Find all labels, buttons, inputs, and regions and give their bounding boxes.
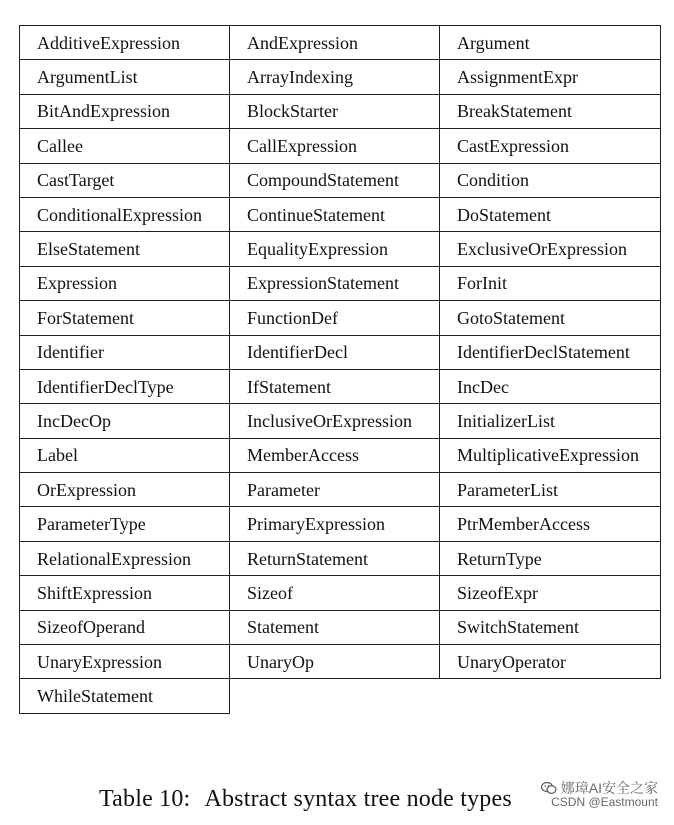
- watermark-line1: 娜璋AI安全之家: [560, 780, 658, 796]
- table-cell: Identifier: [20, 335, 230, 369]
- table-cell: InitializerList: [440, 404, 661, 438]
- table-cell: SizeofOperand: [20, 610, 230, 644]
- table-cell: BlockStarter: [230, 94, 440, 128]
- table-cell: ShiftExpression: [20, 576, 230, 610]
- table-row: [20, 507, 661, 541]
- table-cell: UnaryOperator: [440, 645, 661, 679]
- table-cell: ContinueStatement: [230, 197, 440, 231]
- table-cell: IdentifierDeclStatement: [440, 335, 661, 369]
- table-cell: ReturnStatement: [230, 541, 440, 575]
- table-cell: PtrMemberAccess: [440, 507, 661, 541]
- table-cell: MultiplicativeExpression: [440, 438, 661, 472]
- table-cell: ExclusiveOrExpression: [440, 232, 661, 266]
- table-cell: Argument: [440, 26, 661, 60]
- table-cell: GotoStatement: [440, 301, 661, 335]
- table-row: [20, 541, 661, 575]
- table-cell: CompoundStatement: [230, 163, 440, 197]
- table-cell: OrExpression: [20, 473, 230, 507]
- table-row: [20, 197, 661, 231]
- table-cell: IncDec: [440, 369, 661, 403]
- table-body: [20, 26, 661, 714]
- table-cell: ForInit: [440, 266, 661, 300]
- table-cell-empty: [440, 679, 661, 713]
- table-cell: AndExpression: [230, 26, 440, 60]
- wechat-icon: [541, 781, 557, 795]
- table-cell: Parameter: [230, 473, 440, 507]
- table-cell: ForStatement: [20, 301, 230, 335]
- table-cell: ElseStatement: [20, 232, 230, 266]
- table-row: [20, 473, 661, 507]
- table-cell: BitAndExpression: [20, 94, 230, 128]
- table-row: [20, 335, 661, 369]
- table-cell: IdentifierDeclType: [20, 369, 230, 403]
- table-cell: ConditionalExpression: [20, 197, 230, 231]
- table-row: [20, 301, 661, 335]
- caption-label: Table 10:: [99, 786, 191, 812]
- watermark-line2: CSDN @Eastmount: [551, 795, 658, 810]
- table-cell-empty: [230, 679, 440, 713]
- table-row: [20, 645, 661, 679]
- table-row: [20, 94, 661, 128]
- table-cell: SizeofExpr: [440, 576, 661, 610]
- table-cell: ExpressionStatement: [230, 266, 440, 300]
- table-cell: CastTarget: [20, 163, 230, 197]
- table-row: [20, 610, 661, 644]
- table-cell: IncDecOp: [20, 404, 230, 438]
- table-cell: MemberAccess: [230, 438, 440, 472]
- table-cell: SwitchStatement: [440, 610, 661, 644]
- table-caption: [99, 786, 512, 813]
- table-row: [20, 438, 661, 472]
- table-row: [20, 266, 661, 300]
- table-cell: Expression: [20, 266, 230, 300]
- table-row: [20, 26, 661, 60]
- table-cell: AdditiveExpression: [20, 26, 230, 60]
- table-cell: Condition: [440, 163, 661, 197]
- table-cell: UnaryOp: [230, 645, 440, 679]
- table-cell: Statement: [230, 610, 440, 644]
- table-cell: ArgumentList: [20, 60, 230, 94]
- table-row: [20, 369, 661, 403]
- table-cell: ParameterList: [440, 473, 661, 507]
- table-row: [20, 404, 661, 438]
- table-cell: UnaryExpression: [20, 645, 230, 679]
- watermark: [541, 780, 658, 810]
- table-cell: DoStatement: [440, 197, 661, 231]
- table-cell: Callee: [20, 129, 230, 163]
- table-row: [20, 679, 661, 713]
- node-types-table: [19, 25, 661, 714]
- table-cell: ParameterType: [20, 507, 230, 541]
- table-cell: EqualityExpression: [230, 232, 440, 266]
- table-cell: Label: [20, 438, 230, 472]
- table-cell: CastExpression: [440, 129, 661, 163]
- table-cell: InclusiveOrExpression: [230, 404, 440, 438]
- table-row: [20, 232, 661, 266]
- table-row: [20, 576, 661, 610]
- table-cell: FunctionDef: [230, 301, 440, 335]
- table-row: [20, 163, 661, 197]
- table-cell: IfStatement: [230, 369, 440, 403]
- table-cell: Sizeof: [230, 576, 440, 610]
- table-row: [20, 60, 661, 94]
- table-cell: AssignmentExpr: [440, 60, 661, 94]
- table-row: [20, 129, 661, 163]
- table-cell: IdentifierDecl: [230, 335, 440, 369]
- caption-text: Abstract syntax tree node types: [204, 786, 512, 812]
- table-cell: ReturnType: [440, 541, 661, 575]
- table-cell: CallExpression: [230, 129, 440, 163]
- table-cell: ArrayIndexing: [230, 60, 440, 94]
- table-cell: RelationalExpression: [20, 541, 230, 575]
- table-cell: PrimaryExpression: [230, 507, 440, 541]
- table-cell: BreakStatement: [440, 94, 661, 128]
- table-cell: WhileStatement: [20, 679, 230, 713]
